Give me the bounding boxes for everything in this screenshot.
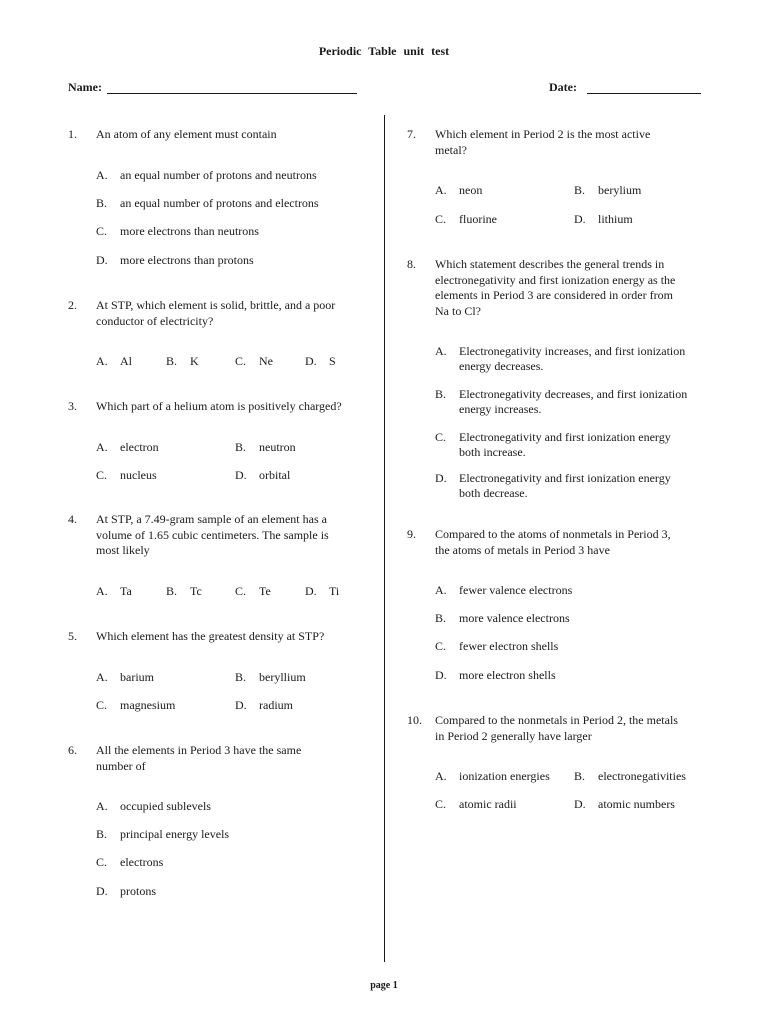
choice-b[interactable]: B. more valence electrons	[435, 611, 570, 625]
question-text: Which element has the greatest density at STP?	[96, 629, 325, 643]
question-number: 6.	[68, 743, 77, 757]
choice-d[interactable]: D. Electronegativity and first ionization energy both decrease.	[435, 471, 671, 500]
question-number: 2.	[68, 298, 77, 312]
question-text: An atom of any element must contain	[96, 127, 277, 141]
choice-a[interactable]: A. Ta	[96, 584, 132, 598]
question-number: 10.	[407, 713, 422, 727]
choice-b[interactable]: B. Tc	[166, 584, 202, 598]
choice-a[interactable]: A. fewer valence electrons	[435, 583, 573, 597]
column-divider	[384, 115, 385, 962]
choice-d[interactable]: D. orbital	[235, 468, 291, 482]
choice-d[interactable]: D. more electrons than protons	[96, 253, 254, 267]
choice-a[interactable]: A. an equal number of protons and neutrons	[96, 168, 317, 182]
question-number: 8.	[407, 257, 416, 271]
choice-b[interactable]: B. beryllium	[235, 670, 306, 684]
choice-c[interactable]: C. fewer electron shells	[435, 639, 559, 653]
choice-c[interactable]: C. more electrons than neutrons	[96, 224, 259, 238]
question-text: All the elements in Period 3 have the same number of	[96, 743, 302, 773]
choice-a[interactable]: A. electron	[96, 440, 159, 454]
choice-c[interactable]: C. electrons	[96, 855, 164, 869]
choice-a[interactable]: A. neon	[435, 183, 483, 197]
choice-b[interactable]: B. electronegativities	[574, 769, 686, 783]
choice-c[interactable]: C. magnesium	[96, 698, 176, 712]
choice-c[interactable]: C. Electronegativity and first ionization energy both increase.	[435, 430, 671, 459]
question-number: 5.	[68, 629, 77, 643]
choice-c[interactable]: C. fluorine	[435, 212, 497, 226]
question-number: 3.	[68, 399, 77, 413]
page-title: Periodic Table unit test	[318, 44, 450, 58]
question-number: 1.	[68, 127, 77, 141]
choice-d[interactable]: D. atomic numbers	[574, 797, 675, 811]
choice-a[interactable]: A. Al	[96, 354, 132, 368]
choice-d[interactable]: D. lithium	[574, 212, 633, 226]
choice-d[interactable]: D. protons	[96, 884, 156, 898]
question-text: At STP, which element is solid, brittle, and a poor conductor of electricity?	[96, 298, 336, 328]
question-text: Compared to the nonmetals in Period 2, the metals in Period 2 generally have larger	[435, 713, 678, 743]
choice-b[interactable]: B. K	[166, 354, 199, 368]
choice-c[interactable]: C. Ne	[235, 354, 273, 368]
choice-d[interactable]: D. radium	[235, 698, 293, 712]
question-text: Which part of a helium atom is positively charged?	[96, 399, 342, 413]
choice-b[interactable]: B. berylium	[574, 183, 642, 197]
choice-c[interactable]: C. Te	[235, 584, 271, 598]
choice-c[interactable]: C. atomic radii	[435, 797, 517, 811]
question-text: At STP, a 7.49-gram sample of an element has a volume of 1.65 cubic centimeters. The sample is most likely	[96, 512, 329, 557]
choice-a[interactable]: A. occupied sublevels	[96, 799, 211, 813]
choice-b[interactable]: B. neutron	[235, 440, 296, 454]
question-number: 7.	[407, 127, 416, 141]
date-label: Date:	[549, 80, 577, 94]
question-text: Which statement describes the general trends in electronegativity and first ionization energy as the elements in Period 3 are considered in order from Na to Cl?	[435, 257, 676, 318]
question-number: 9.	[407, 527, 416, 541]
choice-b[interactable]: B. principal energy levels	[96, 827, 230, 841]
choice-d[interactable]: D. S	[305, 354, 336, 368]
choice-a[interactable]: A. barium	[96, 670, 154, 684]
choice-c[interactable]: C. nucleus	[96, 468, 157, 482]
question-text: Which element in Period 2 is the most active metal?	[435, 127, 651, 157]
choice-d[interactable]: D. more electron shells	[435, 668, 556, 682]
choice-b[interactable]: B. an equal number of protons and electrons	[96, 196, 319, 210]
choice-d[interactable]: D. Ti	[305, 584, 340, 598]
name-label: Name:	[68, 80, 102, 94]
date-field[interactable]	[587, 93, 701, 94]
choice-a[interactable]: A. ionization energies	[435, 769, 550, 783]
name-field[interactable]	[107, 93, 357, 94]
question-text: Compared to the atoms of nonmetals in Period 3, the atoms of metals in Period 3 have	[435, 527, 671, 557]
choice-a[interactable]: A. Electronegativity increases, and first ionization energy decreases.	[435, 344, 686, 373]
question-number: 4.	[68, 512, 77, 526]
page-number: page 1	[370, 980, 398, 991]
choice-b[interactable]: B. Electronegativity decreases, and first ionization energy increases.	[435, 387, 688, 416]
